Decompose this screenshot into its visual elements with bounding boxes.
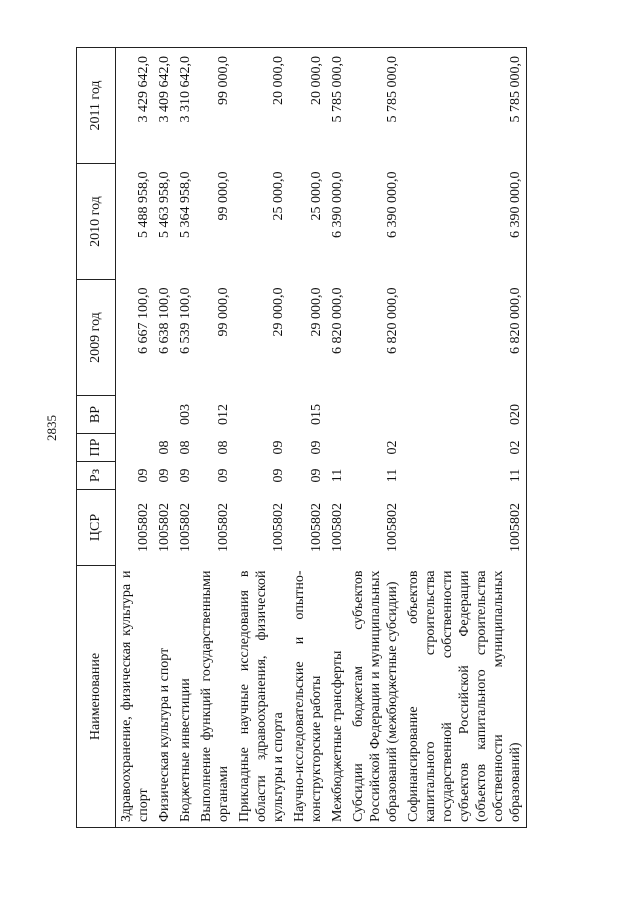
row-name: Выполнение функций государственными органами bbox=[196, 566, 234, 828]
row-name: Бюджетные инвестиции bbox=[175, 566, 196, 828]
row-pr: 09 bbox=[271, 440, 286, 455]
row-pr: 08 bbox=[216, 440, 231, 455]
row-2011: 5 785 000,0 bbox=[403, 48, 527, 164]
row-tsr: 1005802 bbox=[385, 503, 400, 552]
row-2011: 5 785 000,0 bbox=[348, 48, 403, 164]
row-2009: 6 820 000,0 bbox=[330, 287, 345, 354]
row-2011: 20 000,0 bbox=[234, 48, 289, 164]
header-rz: Рз bbox=[77, 462, 116, 490]
row-2009: 6 539 100,0 bbox=[178, 287, 193, 354]
header-vr: ВР bbox=[77, 396, 116, 434]
row-tsr: 1005802 bbox=[403, 490, 527, 566]
table-row bbox=[175, 48, 196, 828]
table-row bbox=[327, 48, 348, 828]
budget-table bbox=[76, 47, 527, 828]
row-pr: 02 bbox=[403, 434, 527, 462]
row-tsr: 1005802 bbox=[136, 503, 151, 552]
row-2011: 3 409 642,0 bbox=[154, 48, 175, 164]
row-2010: 6 390 000,0 bbox=[330, 171, 345, 238]
row-vr: 020 bbox=[403, 396, 527, 434]
row-name: Межбюджетные трансферты bbox=[327, 566, 348, 828]
header-2011: 2011 год bbox=[77, 48, 116, 164]
table-row bbox=[348, 48, 403, 828]
header-name: Наименование bbox=[77, 566, 116, 828]
row-2009: 6 667 100,0 bbox=[136, 287, 151, 354]
row-vr: 012 bbox=[216, 404, 231, 425]
row-2011: 20 000,0 bbox=[289, 48, 327, 164]
row-tsr: 1005802 bbox=[178, 503, 193, 552]
row-2009: 6 638 100,0 bbox=[157, 287, 172, 354]
row-2010: 99 000,0 bbox=[216, 171, 231, 221]
row-rz: 09 bbox=[271, 468, 286, 483]
row-2010: 5 364 958,0 bbox=[178, 171, 193, 238]
row-vr: 015 bbox=[309, 404, 324, 425]
table-row bbox=[403, 48, 527, 828]
table-row bbox=[289, 48, 327, 828]
header-2009: 2009 год bbox=[77, 280, 116, 396]
row-2011: 3 429 642,0 bbox=[116, 48, 155, 164]
row-rz: 11 bbox=[385, 468, 400, 483]
row-2011: 5 785 000,0 bbox=[327, 48, 348, 164]
row-rz: 09 bbox=[178, 468, 193, 483]
row-vr bbox=[327, 396, 348, 434]
row-2010: 6 390 000,0 bbox=[403, 164, 527, 280]
header-tsr: ЦСР bbox=[77, 490, 116, 566]
table-row bbox=[196, 48, 234, 828]
row-pr: 08 bbox=[178, 440, 193, 455]
row-name: Прикладные научные исследования в области здравоохранения, физической культуры и спорта bbox=[234, 566, 289, 828]
row-pr: 09 bbox=[309, 440, 324, 455]
row-name: Субсидии бюджетам субъектов Российской Федерации и муниципальных образований (межбюджетные субсидии) bbox=[348, 566, 403, 828]
row-pr: 02 bbox=[385, 440, 400, 455]
row-rz: 09 bbox=[216, 468, 231, 483]
table-row bbox=[116, 48, 155, 828]
row-name: Научно-исследовательские и опытно-конструкторские работы bbox=[289, 566, 327, 828]
table-row bbox=[234, 48, 289, 828]
rotated-page bbox=[76, 48, 556, 828]
row-pr bbox=[327, 434, 348, 462]
row-rz: 11 bbox=[403, 462, 527, 490]
page-number: 2835 bbox=[44, 415, 59, 441]
row-2009: 99 000,0 bbox=[216, 287, 231, 337]
row-tsr: 1005802 bbox=[309, 503, 324, 552]
row-2011: 99 000,0 bbox=[196, 48, 234, 164]
row-2010: 5 463 958,0 bbox=[157, 171, 172, 238]
row-rz: 09 bbox=[309, 468, 324, 483]
row-name: Здравоохранение, физическая культура и спорт bbox=[116, 566, 155, 828]
header-2010: 2010 год bbox=[77, 164, 116, 280]
row-name: Физическая культура и спорт bbox=[154, 566, 175, 828]
row-2010: 5 488 958,0 bbox=[136, 171, 151, 238]
row-2010: 6 390 000,0 bbox=[385, 171, 400, 238]
row-2010: 25 000,0 bbox=[309, 171, 324, 221]
row-vr: 003 bbox=[178, 404, 193, 425]
header-pr: ПР bbox=[77, 434, 116, 462]
row-2009: 29 000,0 bbox=[309, 287, 324, 337]
row-2010: 25 000,0 bbox=[271, 171, 286, 221]
row-tsr: 1005802 bbox=[330, 503, 345, 552]
row-rz: 09 bbox=[157, 468, 172, 483]
row-name: Софинансирование объектов капитального строительства государственной собственности субъектов Российской Федерации (объектов капитального строительства собственности муниципальных образований) bbox=[403, 566, 527, 828]
header-row bbox=[77, 48, 116, 828]
row-vr bbox=[154, 396, 175, 434]
row-pr bbox=[116, 434, 155, 462]
table-row bbox=[154, 48, 175, 828]
row-pr: 08 bbox=[157, 440, 172, 455]
row-2009: 29 000,0 bbox=[271, 287, 286, 337]
row-rz: 09 bbox=[136, 468, 151, 483]
row-2011: 3 310 642,0 bbox=[175, 48, 196, 164]
row-vr bbox=[348, 396, 403, 434]
row-2009: 6 820 000,0 bbox=[403, 280, 527, 396]
row-tsr: 1005802 bbox=[157, 503, 172, 552]
row-vr bbox=[234, 396, 289, 434]
row-vr bbox=[116, 396, 155, 434]
row-tsr: 1005802 bbox=[271, 503, 286, 552]
row-rz: 11 bbox=[330, 468, 345, 483]
row-2009: 6 820 000,0 bbox=[385, 287, 400, 354]
row-tsr: 1005802 bbox=[216, 503, 231, 552]
